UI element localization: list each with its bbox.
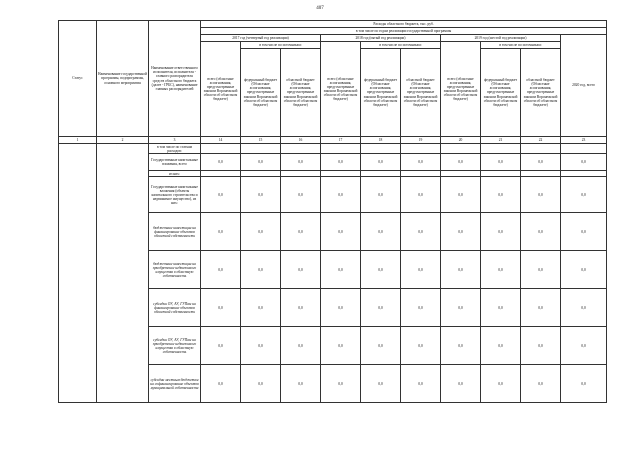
value-cell: 0,0 [241, 365, 281, 403]
value-cell: 0,0 [321, 251, 361, 289]
col-number: 15 [241, 137, 281, 144]
value-cell: 0,0 [361, 289, 401, 327]
col-number: 1 [59, 137, 97, 144]
value-cell: 0,0 [401, 154, 441, 171]
value-cell: 0,0 [281, 177, 321, 213]
col-number: 18 [361, 137, 401, 144]
header-2018-total: всего (областные ассигнования, предусмотренные законом Воронежской области об областном бюджете) [321, 42, 361, 137]
header-2017-federal: федеральный бюджет (Областные ассигнования, предусмотренные законом Воронежской области об областном бюджете) [241, 49, 281, 137]
row-label: субсидии местным бюджетам на софинансирование объектов муниципальной собственности [149, 365, 201, 403]
value-cell: 0,0 [201, 177, 241, 213]
header-year-2019: 2019 год (шестой год реализации) [441, 35, 561, 42]
value-cell: 0,0 [321, 154, 361, 171]
status-cell [59, 144, 97, 403]
header-2017-total: всего (областные ассигнования, предусмотренные законом Воронежской области об областном бюджете) [201, 42, 241, 137]
value-cell: 0,0 [481, 154, 521, 171]
value-cell: 0,0 [361, 154, 401, 171]
col-number: 16 [281, 137, 321, 144]
value-cell: 0,0 [481, 365, 521, 403]
value-cell: 0,0 [321, 213, 361, 251]
value-cell: 0,0 [521, 154, 561, 171]
header-2018-regional: областной бюджет (Областные ассигнования, предусмотренные законом Воронежской области об областном бюджете) [401, 49, 441, 137]
value-cell: 0,0 [481, 251, 521, 289]
row-label: бюджетные инвестиции на финансирование объектов областной собственности [149, 213, 201, 251]
value-cell: 0,0 [561, 365, 607, 403]
col-number: 3 [149, 137, 201, 144]
value-cell: 0,0 [361, 177, 401, 213]
value-cell: 0,0 [401, 213, 441, 251]
value-cell: 0,0 [521, 213, 561, 251]
value-cell: 0,0 [201, 154, 241, 171]
value-cell: 0,0 [321, 327, 361, 365]
header-program-name: Наименование государственной программы, подпрограммы, основного мероприятия [97, 21, 149, 137]
header-year-2018: 2018 год (пятый год реализации) [321, 35, 441, 42]
value-cell: 0,0 [201, 251, 241, 289]
header-2019-incl: в том числе по источникам: [481, 42, 561, 49]
value-cell: 0,0 [241, 251, 281, 289]
header-expenses-title: Расходы областного бюджета, тыс. руб. [201, 21, 607, 28]
row-label: субсидии ОУ, АУ, ГУПам на приобретение недвижимого имущества в областную собственность [149, 327, 201, 365]
value-cell: 0,0 [241, 213, 281, 251]
header-year-2020: 2020 год, всего [561, 35, 607, 137]
col-number: 23 [561, 137, 607, 144]
value-cell: 0,0 [321, 365, 361, 403]
value-cell: 0,0 [281, 154, 321, 171]
header-2019-total: всего (областные ассигнования, предусмотренные законом Воронежской области об областном бюджете) [441, 42, 481, 137]
value-cell: 0,0 [361, 327, 401, 365]
value-cell: 0,0 [201, 289, 241, 327]
value-cell: 0,0 [361, 251, 401, 289]
value-cell: 0,0 [201, 365, 241, 403]
value-cell: 0,0 [241, 289, 281, 327]
value-cell: 0,0 [241, 154, 281, 171]
header-2018-federal: федеральный бюджет (Областные ассигнования, предусмотренные законом Воронежской области об областном бюджете) [361, 49, 401, 137]
row-label: бюджетные инвестиции на приобретение недвижимого имущества в областную собственность [149, 251, 201, 289]
value-cell: 0,0 [281, 289, 321, 327]
col-number: 20 [441, 137, 481, 144]
value-cell: 0,0 [441, 289, 481, 327]
value-cell: 0,0 [481, 327, 521, 365]
value-cell: 0,0 [401, 327, 441, 365]
value-cell: 0,0 [401, 177, 441, 213]
program-cell [97, 144, 149, 403]
value-cell: 0,0 [481, 177, 521, 213]
value-cell: 0,0 [561, 289, 607, 327]
col-number: 19 [401, 137, 441, 144]
value-cell: 0,0 [201, 213, 241, 251]
value-cell: 0,0 [201, 327, 241, 365]
value-cell: 0,0 [561, 251, 607, 289]
page-number: 407 [316, 6, 324, 11]
value-cell: 0,0 [561, 213, 607, 251]
value-cell: 0,0 [321, 289, 361, 327]
header-2019-regional: областной бюджет (Областные ассигнования, предусмотренные законом Воронежской области об областном бюджете) [521, 49, 561, 137]
col-number: 22 [521, 137, 561, 144]
value-cell: 0,0 [361, 213, 401, 251]
value-cell: 0,0 [561, 327, 607, 365]
value-cell: 0,0 [521, 365, 561, 403]
value-cell: 0,0 [521, 177, 561, 213]
value-cell: 0,0 [321, 177, 361, 213]
value-cell: 0,0 [441, 251, 481, 289]
value-cell: 0,0 [481, 213, 521, 251]
value-cell: 0,0 [441, 177, 481, 213]
row-label: субсидии ОУ, АУ, ГУПам на финансирование объектов областной собственности [149, 289, 201, 327]
value-cell: 0,0 [441, 213, 481, 251]
value-cell: 0,0 [521, 289, 561, 327]
header-2017-regional: областной бюджет (Областные ассигнования, предусмотренные законом Воронежской области об областном бюджете) [281, 49, 321, 137]
value-cell: 0,0 [361, 365, 401, 403]
value-cell: 0,0 [241, 177, 281, 213]
row-label: в том числе по статьям расходов: [149, 144, 201, 154]
value-cell: 0,0 [281, 327, 321, 365]
value-cell: 0,0 [401, 365, 441, 403]
col-number: 14 [201, 137, 241, 144]
header-year-2017: 2017 год (четвертый год реализации) [201, 35, 321, 42]
value-cell: 0,0 [521, 327, 561, 365]
value-cell: 0,0 [281, 251, 321, 289]
row-label: из них: [149, 171, 201, 177]
value-cell: 0,0 [441, 154, 481, 171]
value-cell: 0,0 [441, 327, 481, 365]
value-cell: 0,0 [281, 365, 321, 403]
col-number: 17 [321, 137, 361, 144]
col-number: 2 [97, 137, 149, 144]
row-label: Государственные капитальные вложения, всего [149, 154, 201, 171]
value-cell: 0,0 [401, 289, 441, 327]
value-cell: 0,0 [441, 365, 481, 403]
value-cell: 0,0 [241, 327, 281, 365]
col-number: 21 [481, 137, 521, 144]
value-cell: 0,0 [401, 251, 441, 289]
row-label: Государственные капитальные вложения (объекты капитального строительства и недвижимое имущество), из них: [149, 177, 201, 213]
header-2018-incl: в том числе по источникам: [361, 42, 441, 49]
header-by-years: в том числе по годам реализации государственной программы [201, 28, 607, 35]
header-2019-federal: федеральный бюджет (Областные ассигнования, предусмотренные законом Воронежской области об областном бюджете) [481, 49, 521, 137]
value-cell: 0,0 [561, 154, 607, 171]
value-cell: 0,0 [481, 289, 521, 327]
header-status: Статус [59, 21, 97, 137]
value-cell: 0,0 [561, 177, 607, 213]
budget-table [58, 20, 607, 403]
header-2017-incl: в том числе по источникам: [241, 42, 321, 49]
header-executor: Наименование ответственного исполнителя, исполнителя - главного распорядителя средств областного бюджета (далее - ГРБС), наименование главных распорядителей [149, 21, 201, 137]
value-cell: 0,0 [521, 251, 561, 289]
value-cell: 0,0 [281, 213, 321, 251]
